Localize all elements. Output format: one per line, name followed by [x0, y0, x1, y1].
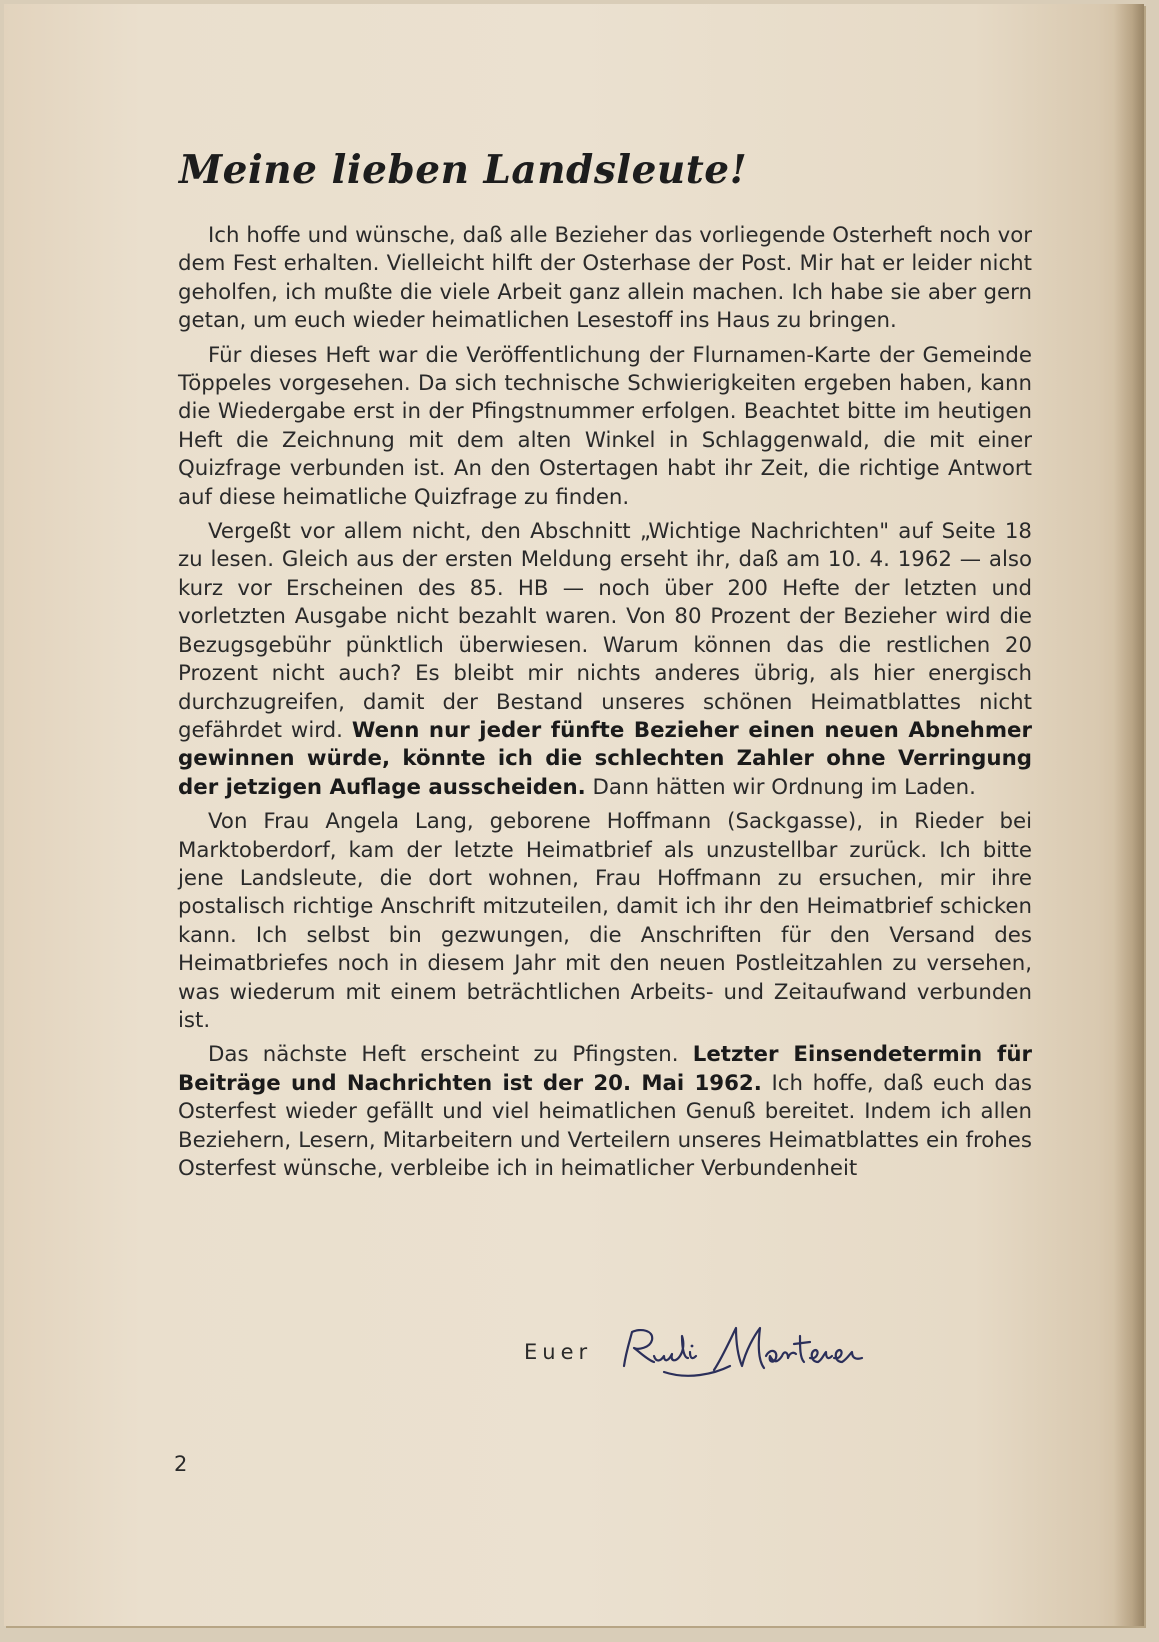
letter-body — [178, 222, 1032, 1189]
paragraph-text: Dann hätten wir Ordnung im Laden. — [585, 774, 976, 800]
paragraph-text: Für dieses Heft war die Veröffentlichung der Flurnamen-Karte der Gemeinde Töppeles vorgesehen. Da sich technische Schwierigkeiten ergeben haben, kann die Wiedergabe erst in der Pfingstnummer erfolgen. Beachtet bitte im heutigen Heft die Zeichnung mit dem alten Winkel in Schlaggenwald, die mit einer Quizfrage verbunden ist. An den Ostertagen habt ihr Zeit, die richtige Antwort auf diese heimatliche Quizfrage zu finden. — [178, 342, 1032, 510]
paragraph-text: Ich hoffe, daß euch das Osterfest wieder gefällt und viel heimatlichen Genuß bereitet. Indem ich allen Beziehern, Lesern, Mitarbeitern und Verteilern unseres Heimatblattes ein frohes Osterfest wünsche, verbleibe ich in heimatlicher Verbundenheit — [178, 1070, 1032, 1181]
emphasized-text: Letzter Einsendetermin für Beiträge und Nachrichten ist der 20. Mai 1962. — [178, 1042, 1032, 1096]
paragraph-text: Ich hoffe und wünsche, daß alle Bezieher das vorliegende Osterheft noch vor dem Fest erhalten. Vielleicht hilft der Osterhase der Post. Mir hat er leider nicht geholfen, ich mußte die viele Arbeit ganz allein machen. Ich habe sie aber gern getan, um euch wieder heimatlichen Lesestoff ins Haus zu bringen. — [178, 223, 1032, 334]
letter-paragraph — [178, 1041, 1032, 1183]
letter-paragraph — [178, 222, 1032, 336]
letter-heading: Meine lieben Landsleute! — [179, 147, 748, 193]
paragraph-text: Vergeßt vor allem nicht, den Abschnitt „Wichtige Nachrichten" auf Seite 18 zu lesen. Gleich aus der ersten Meldung erseht ihr, daß am 10. 4. 1962 — also kurz vor Erscheinen des 85. HB — noch über 200 Hefte der letzten und vorletzten Ausgabe nicht bezahlt waren. Von 80 Prozent der Bezieher wird die Bezugsgebühr pünktlich überwiesen. Warum können das die restlichen 20 Prozent nicht auch? Es bleibt mir nichts anderes übrig, als hier energisch durchzugreifen, damit der Bestand unseres schönen Heimatblattes nicht gefährdet wird. — [178, 519, 1032, 743]
closing-word: Euer — [524, 1340, 593, 1364]
letter-paragraph — [178, 518, 1032, 802]
letter-paragraph — [178, 808, 1032, 1035]
document-page — [4, 4, 1144, 1626]
letter-paragraph — [178, 342, 1032, 512]
page-number: 2 — [174, 1452, 188, 1476]
emphasized-text: Wenn nur jeder fünfte Bezieher einen neuen Abnehmer gewinnen würde, könnte ich die schlechten Zahler ohne Verringung der jetzigen Auflage ausscheiden. — [178, 717, 1032, 800]
paragraph-text: Von Frau Angela Lang, geborene Hoffmann (Sackgasse), in Rieder bei Marktoberdorf, kam der letzte Heimatbrief als unzustellbar zurück. Ich bitte jene Landsleute, die dort wohnen, Frau Hoffmann zu ersuchen, mir ihre postalisch richtige Anschrift mitzuteilen, damit ich ihr den Heimatbrief schicken kann. Ich selbst bin gezwungen, die Anschriften für den Versand des Heimatbriefes noch in diesem Jahr mit den neuen Postleitzahlen zu versehen, was wiederum mit einem beträchtlichen Arbeits- und Zeitaufwand verbunden ist. — [178, 809, 1032, 1033]
handwritten-signature — [618, 1322, 890, 1382]
paragraph-text: Das nächste Heft erscheint zu Pfingsten. — [208, 1042, 693, 1068]
